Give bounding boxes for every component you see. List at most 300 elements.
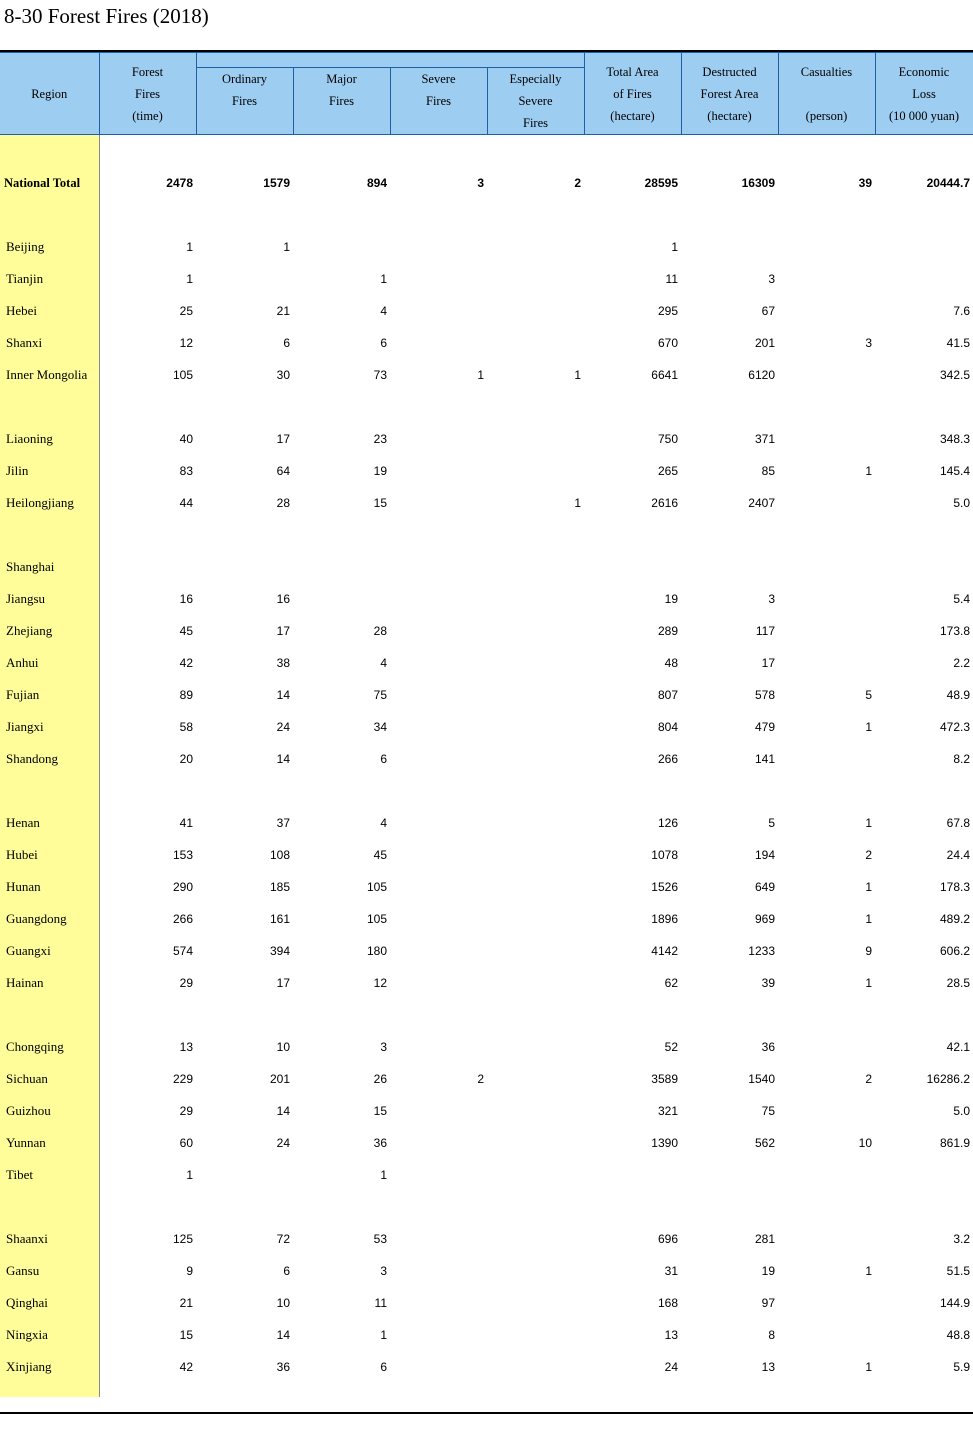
- economic-loss-cell: 20444.7: [926, 176, 970, 190]
- casualties-cell: [778, 295, 875, 327]
- region-cell: Tibet: [0, 1159, 99, 1191]
- major-fires-cell: 1: [380, 1328, 387, 1342]
- region-cell: Hunan: [0, 871, 99, 903]
- casualties-cell: [778, 1159, 875, 1191]
- forest-fires-cell: 153: [172, 848, 193, 862]
- economic-loss-cell: 28.5: [946, 976, 970, 990]
- table-row: [0, 263, 973, 295]
- especially-severe-cell: 2: [574, 176, 581, 190]
- table-row: [0, 647, 973, 679]
- destructed-area-cell: 281: [754, 1232, 775, 1246]
- major-fires-cell: [293, 583, 390, 615]
- ordinary-fires-cell: 17: [276, 624, 290, 638]
- table-row: [0, 1255, 973, 1287]
- economic-loss-cell: 342.5: [939, 368, 970, 382]
- major-fires-cell: 3: [380, 1040, 387, 1054]
- total-area-cell: 62: [664, 976, 678, 990]
- region-cell: Guangdong: [0, 903, 99, 935]
- table-row: [0, 1095, 973, 1127]
- casualties-cell: [778, 1223, 875, 1255]
- national-total-row: [0, 167, 973, 199]
- destructed-area-cell: 16309: [741, 176, 775, 190]
- major-fires-cell: 105: [366, 880, 387, 894]
- table-row: [0, 583, 973, 615]
- ordinary-fires-cell: 37: [276, 816, 290, 830]
- severe-fires-cell: [390, 935, 487, 967]
- major-fires-cell: 11: [374, 1296, 387, 1310]
- forest-fires-cell: 125: [172, 1232, 193, 1246]
- casualties-cell: 1: [865, 720, 872, 734]
- severe-fires-cell: [390, 743, 487, 775]
- casualties-cell: [778, 487, 875, 519]
- table-row: [0, 1319, 973, 1351]
- header-severe-fires: Severe Fires: [390, 68, 487, 135]
- total-area-cell: 265: [657, 464, 678, 478]
- especially-severe-cell: [487, 327, 584, 359]
- severe-fires-cell: 1: [477, 368, 484, 382]
- economic-loss-cell: 144.9: [939, 1296, 970, 1310]
- table-row: [0, 423, 973, 455]
- destructed-area-cell: 141: [754, 752, 775, 766]
- destructed-area-cell: 3: [768, 592, 775, 606]
- especially-severe-cell: [487, 1319, 584, 1351]
- especially-severe-cell: [487, 647, 584, 679]
- region-cell: Hubei: [0, 839, 99, 871]
- table-row: [0, 1031, 973, 1063]
- economic-loss-cell: [875, 551, 973, 583]
- major-fires-cell: 6: [380, 752, 387, 766]
- severe-fires-cell: [390, 871, 487, 903]
- total-area-cell: 48: [664, 656, 678, 670]
- especially-severe-cell: [487, 263, 584, 295]
- region-cell: Hainan: [0, 967, 99, 999]
- forest-fires-cell: 12: [179, 336, 193, 350]
- destructed-area-cell: 85: [761, 464, 775, 478]
- forest-fires-cell: 41: [179, 816, 193, 830]
- economic-loss-cell: 8.2: [953, 752, 970, 766]
- header-destructed-area: Destructed Forest Area (hectare): [681, 53, 778, 135]
- economic-loss-cell: 5.0: [953, 496, 970, 510]
- casualties-cell: 2: [865, 848, 872, 862]
- casualties-cell: [778, 263, 875, 295]
- region-cell: Xinjiang: [0, 1351, 99, 1383]
- major-fires-cell: 53: [373, 1232, 387, 1246]
- total-area-cell: 168: [657, 1296, 678, 1310]
- major-fires-cell: 1: [380, 272, 387, 286]
- total-area-cell: [584, 551, 681, 583]
- destructed-area-cell: [681, 231, 778, 263]
- casualties-cell: [778, 615, 875, 647]
- total-area-cell: 321: [657, 1104, 678, 1118]
- region-cell: Guangxi: [0, 935, 99, 967]
- forest-fires-cell: 290: [172, 880, 193, 894]
- destructed-area-cell: 117: [755, 624, 775, 638]
- spacer-row: [0, 199, 973, 231]
- region-cell: Zhejiang: [0, 615, 99, 647]
- destructed-area-cell: [681, 1159, 778, 1191]
- casualties-cell: [778, 359, 875, 391]
- economic-loss-cell: 5.0: [953, 1104, 970, 1118]
- ordinary-fires-cell: 72: [276, 1232, 290, 1246]
- casualties-cell: 10: [858, 1136, 872, 1150]
- severe-fires-cell: [390, 807, 487, 839]
- region-cell: Sichuan: [0, 1063, 99, 1095]
- especially-severe-cell: [487, 903, 584, 935]
- destructed-area-cell: 969: [754, 912, 775, 926]
- severe-fires-cell: [390, 679, 487, 711]
- table-row: [0, 615, 973, 647]
- region-cell: Jiangxi: [0, 711, 99, 743]
- ordinary-fires-cell: 24: [276, 1136, 290, 1150]
- severe-fires-cell: [390, 295, 487, 327]
- total-area-cell: 266: [657, 752, 678, 766]
- ordinary-fires-cell: 10: [276, 1296, 290, 1310]
- table-header: [0, 53, 973, 135]
- table-row: [0, 871, 973, 903]
- economic-loss-cell: 41.5: [946, 336, 970, 350]
- region-cell: Henan: [0, 807, 99, 839]
- ordinary-fires-cell: 108: [269, 848, 290, 862]
- economic-loss-cell: 24.4: [946, 848, 970, 862]
- destructed-area-cell: 6120: [748, 368, 775, 382]
- economic-loss-cell: 178.3: [939, 880, 970, 894]
- major-fires-cell: 6: [380, 336, 387, 350]
- severe-fires-cell: [390, 583, 487, 615]
- page-title: 8-30 Forest Fires (2018): [4, 4, 209, 28]
- ordinary-fires-cell: 10: [276, 1040, 290, 1054]
- severe-fires-cell: [390, 1351, 487, 1383]
- header-economic-loss: Economic Loss (10 000 yuan): [875, 53, 973, 135]
- forest-fires-cell: 574: [172, 944, 193, 958]
- forest-fires-cell: 21: [179, 1296, 193, 1310]
- ordinary-fires-cell: 24: [276, 720, 290, 734]
- major-fires-cell: 6: [380, 1360, 387, 1374]
- economic-loss-cell: 67.8: [946, 816, 970, 830]
- forest-fires-cell: 42: [179, 656, 193, 670]
- total-area-cell: 670: [657, 336, 678, 350]
- major-fires-cell: 19: [373, 464, 387, 478]
- ordinary-fires-cell: [196, 551, 293, 583]
- ordinary-fires-cell: 1: [283, 240, 290, 254]
- severe-fires-cell: [390, 1031, 487, 1063]
- total-area-cell: 807: [657, 688, 678, 702]
- ordinary-fires-cell: 6: [283, 1264, 290, 1278]
- destructed-area-cell: 67: [761, 304, 775, 318]
- casualties-cell: [778, 1287, 875, 1319]
- especially-severe-cell: [487, 711, 584, 743]
- economic-loss-cell: 348.3: [939, 432, 970, 446]
- ordinary-fires-cell: 201: [269, 1072, 290, 1086]
- casualties-cell: 1: [865, 1360, 872, 1374]
- especially-severe-cell: 1: [574, 368, 581, 382]
- total-area-cell: 2616: [651, 496, 678, 510]
- table-row: [0, 1223, 973, 1255]
- economic-loss-cell: [875, 263, 973, 295]
- economic-loss-cell: 16286.2: [926, 1072, 970, 1086]
- severe-fires-cell: 3: [477, 176, 484, 190]
- ordinary-fires-cell: 14: [276, 752, 290, 766]
- destructed-area-cell: 578: [754, 688, 775, 702]
- ordinary-fires-cell: 38: [276, 656, 290, 670]
- ordinary-fires-cell: 14: [276, 688, 290, 702]
- total-area-cell: 1896: [651, 912, 678, 926]
- economic-loss-cell: 3.2: [953, 1232, 970, 1246]
- casualties-cell: [778, 1031, 875, 1063]
- spacer-row: [0, 775, 973, 807]
- forest-fires-cell: 1: [186, 1168, 193, 1182]
- especially-severe-cell: [487, 1287, 584, 1319]
- ordinary-fires-cell: 14: [276, 1328, 290, 1342]
- especially-severe-cell: [487, 295, 584, 327]
- table-row: [0, 1287, 973, 1319]
- spacer-row: [0, 519, 973, 551]
- region-cell: Qinghai: [0, 1287, 99, 1319]
- destructed-area-cell: [681, 551, 778, 583]
- table-row: [0, 1159, 973, 1191]
- header-forest-fires: Forest Fires (time): [99, 53, 196, 135]
- header-fire-class-group: [196, 53, 584, 68]
- region-cell: Tianjin: [0, 263, 99, 295]
- region-cell: Shanxi: [0, 327, 99, 359]
- total-area-cell: 3589: [651, 1072, 678, 1086]
- forest-fires-cell: 83: [179, 464, 193, 478]
- table-row: [0, 839, 973, 871]
- forest-fires-cell: 15: [179, 1328, 193, 1342]
- major-fires-cell: 1: [380, 1168, 387, 1182]
- header-total-area: Total Area of Fires (hectare): [584, 53, 681, 135]
- forest-fires-cell: [99, 551, 196, 583]
- table-body: [0, 135, 973, 1398]
- region-cell: Jiangsu: [0, 583, 99, 615]
- casualties-cell: [778, 423, 875, 455]
- casualties-cell: 5: [865, 688, 872, 702]
- forest-fires-cell: 29: [179, 976, 193, 990]
- ordinary-fires-cell: 185: [269, 880, 290, 894]
- casualties-cell: [778, 1319, 875, 1351]
- severe-fires-cell: 2: [477, 1072, 484, 1086]
- major-fires-cell: 23: [373, 432, 387, 446]
- table-row: [0, 455, 973, 487]
- severe-fires-cell: [390, 1319, 487, 1351]
- total-area-cell: 31: [664, 1264, 678, 1278]
- ordinary-fires-cell: [196, 1159, 293, 1191]
- economic-loss-cell: 48.9: [946, 688, 970, 702]
- ordinary-fires-cell: 28: [276, 496, 290, 510]
- header-especially-severe-fires: Especially Severe Fires: [487, 68, 584, 135]
- severe-fires-cell: [390, 327, 487, 359]
- severe-fires-cell: [390, 1095, 487, 1127]
- casualties-cell: 1: [865, 816, 872, 830]
- economic-loss-cell: 5.9: [953, 1360, 970, 1374]
- severe-fires-cell: [390, 1223, 487, 1255]
- destructed-area-cell: 371: [754, 432, 775, 446]
- economic-loss-cell: 48.8: [946, 1328, 970, 1342]
- header-casualties: Casualties (person): [778, 53, 875, 135]
- economic-loss-cell: 51.5: [946, 1264, 970, 1278]
- major-fires-cell: 26: [373, 1072, 387, 1086]
- especially-severe-cell: [487, 1127, 584, 1159]
- destructed-area-cell: 39: [761, 976, 775, 990]
- economic-loss-cell: 42.1: [946, 1040, 970, 1054]
- major-fires-cell: 4: [380, 656, 387, 670]
- casualties-cell: [778, 743, 875, 775]
- region-cell: Anhui: [0, 647, 99, 679]
- casualties-cell: [778, 551, 875, 583]
- forest-fires-cell: 58: [179, 720, 193, 734]
- total-area-cell: 126: [657, 816, 678, 830]
- total-area-cell: 1078: [651, 848, 678, 862]
- casualties-cell: 9: [865, 944, 872, 958]
- forest-fires-cell: 45: [179, 624, 193, 638]
- destructed-area-cell: 649: [754, 880, 775, 894]
- total-area-cell: 696: [657, 1232, 678, 1246]
- especially-severe-cell: [487, 1095, 584, 1127]
- especially-severe-cell: [487, 679, 584, 711]
- economic-loss-cell: 472.3: [939, 720, 970, 734]
- severe-fires-cell: [390, 1255, 487, 1287]
- forest-fires-cell: 1: [186, 272, 193, 286]
- total-area-cell: 19: [664, 592, 678, 606]
- major-fires-cell: 28: [373, 624, 387, 638]
- major-fires-cell: 3: [380, 1264, 387, 1278]
- economic-loss-cell: 145.4: [939, 464, 970, 478]
- destructed-area-cell: 1540: [748, 1072, 775, 1086]
- destructed-area-cell: 2407: [748, 496, 775, 510]
- especially-severe-cell: [487, 455, 584, 487]
- forest-fires-cell: 1: [186, 240, 193, 254]
- forest-fires-cell: 25: [179, 304, 193, 318]
- region-cell: Shanghai: [0, 551, 99, 583]
- region-cell: National Total: [0, 167, 99, 199]
- major-fires-cell: 73: [373, 368, 387, 382]
- casualties-cell: [778, 1095, 875, 1127]
- especially-severe-cell: [487, 1159, 584, 1191]
- region-cell: Beijing: [0, 231, 99, 263]
- destructed-area-cell: 194: [754, 848, 775, 862]
- especially-severe-cell: [487, 231, 584, 263]
- casualties-cell: 2: [865, 1072, 872, 1086]
- especially-severe-cell: [487, 839, 584, 871]
- casualties-cell: 1: [865, 976, 872, 990]
- severe-fires-cell: [390, 711, 487, 743]
- table-row: [0, 743, 973, 775]
- spacer-row: [0, 1383, 973, 1397]
- total-area-cell: 1390: [651, 1136, 678, 1150]
- region-cell: Heilongjiang: [0, 487, 99, 519]
- region-cell: Liaoning: [0, 423, 99, 455]
- severe-fires-cell: [390, 615, 487, 647]
- ordinary-fires-cell: 6: [283, 336, 290, 350]
- economic-loss-cell: 2.2: [953, 656, 970, 670]
- major-fires-cell: 15: [373, 496, 387, 510]
- severe-fires-cell: [390, 903, 487, 935]
- forest-fires-cell: 40: [179, 432, 193, 446]
- total-area-cell: [584, 1159, 681, 1191]
- especially-severe-cell: [487, 583, 584, 615]
- forest-fires-table: [0, 52, 973, 1397]
- bottom-rule: [0, 1412, 973, 1414]
- especially-severe-cell: [487, 967, 584, 999]
- table-row: [0, 1127, 973, 1159]
- casualties-cell: 1: [865, 464, 872, 478]
- destructed-area-cell: 562: [754, 1136, 775, 1150]
- forest-fires-cell: 266: [172, 912, 193, 926]
- total-area-cell: 750: [657, 432, 678, 446]
- region-cell: Yunnan: [0, 1127, 99, 1159]
- major-fires-cell: 34: [373, 720, 387, 734]
- destructed-area-cell: 479: [754, 720, 775, 734]
- major-fires-cell: 180: [366, 944, 387, 958]
- total-area-cell: 28595: [644, 176, 678, 190]
- table-row: [0, 1351, 973, 1383]
- major-fires-cell: 75: [373, 688, 387, 702]
- major-fires-cell: 105: [366, 912, 387, 926]
- total-area-cell: 295: [657, 304, 678, 318]
- table-row: [0, 679, 973, 711]
- region-cell: Gansu: [0, 1255, 99, 1287]
- forest-fires-cell: 60: [179, 1136, 193, 1150]
- forest-fires-cell: 16: [179, 592, 193, 606]
- total-area-cell: 1526: [651, 880, 678, 894]
- severe-fires-cell: [390, 263, 487, 295]
- table-row: [0, 903, 973, 935]
- forest-fires-cell: 89: [179, 688, 193, 702]
- especially-severe-cell: [487, 1351, 584, 1383]
- major-fires-cell: 894: [366, 176, 387, 190]
- destructed-area-cell: 8: [768, 1328, 775, 1342]
- especially-severe-cell: [487, 1031, 584, 1063]
- destructed-area-cell: 36: [761, 1040, 775, 1054]
- major-fires-cell: 36: [373, 1136, 387, 1150]
- casualties-cell: 1: [865, 1264, 872, 1278]
- total-area-cell: 6641: [651, 368, 678, 382]
- destructed-area-cell: 19: [761, 1264, 775, 1278]
- table-row: [0, 327, 973, 359]
- destructed-area-cell: 201: [754, 336, 775, 350]
- economic-loss-cell: 861.9: [939, 1136, 970, 1150]
- major-fires-cell: [293, 551, 390, 583]
- economic-loss-cell: 173.8: [939, 624, 970, 638]
- especially-severe-cell: [487, 1063, 584, 1095]
- region-cell: Hebei: [0, 295, 99, 327]
- forest-fires-cell: 44: [179, 496, 193, 510]
- forest-fires-cell: 229: [172, 1072, 193, 1086]
- destructed-area-cell: 13: [761, 1360, 775, 1374]
- region-cell: Jilin: [0, 455, 99, 487]
- severe-fires-cell: [390, 551, 487, 583]
- ordinary-fires-cell: 1579: [263, 176, 290, 190]
- ordinary-fires-cell: 21: [276, 304, 290, 318]
- table-row: [0, 807, 973, 839]
- severe-fires-cell: [390, 1127, 487, 1159]
- ordinary-fires-cell: 17: [276, 976, 290, 990]
- forest-fires-cell: 42: [179, 1360, 193, 1374]
- especially-severe-cell: [487, 743, 584, 775]
- ordinary-fires-cell: 17: [276, 432, 290, 446]
- severe-fires-cell: [390, 1287, 487, 1319]
- region-cell: Shaanxi: [0, 1223, 99, 1255]
- total-area-cell: 13: [664, 1328, 678, 1342]
- total-area-cell: 4142: [651, 944, 678, 958]
- header-major-fires: Major Fires: [293, 68, 390, 135]
- ordinary-fires-cell: 394: [269, 944, 290, 958]
- forest-fires-cell: 2478: [166, 176, 193, 190]
- major-fires-cell: [293, 231, 390, 263]
- ordinary-fires-cell: 64: [276, 464, 290, 478]
- severe-fires-cell: [390, 1159, 487, 1191]
- major-fires-cell: 4: [380, 816, 387, 830]
- destructed-area-cell: 97: [761, 1296, 775, 1310]
